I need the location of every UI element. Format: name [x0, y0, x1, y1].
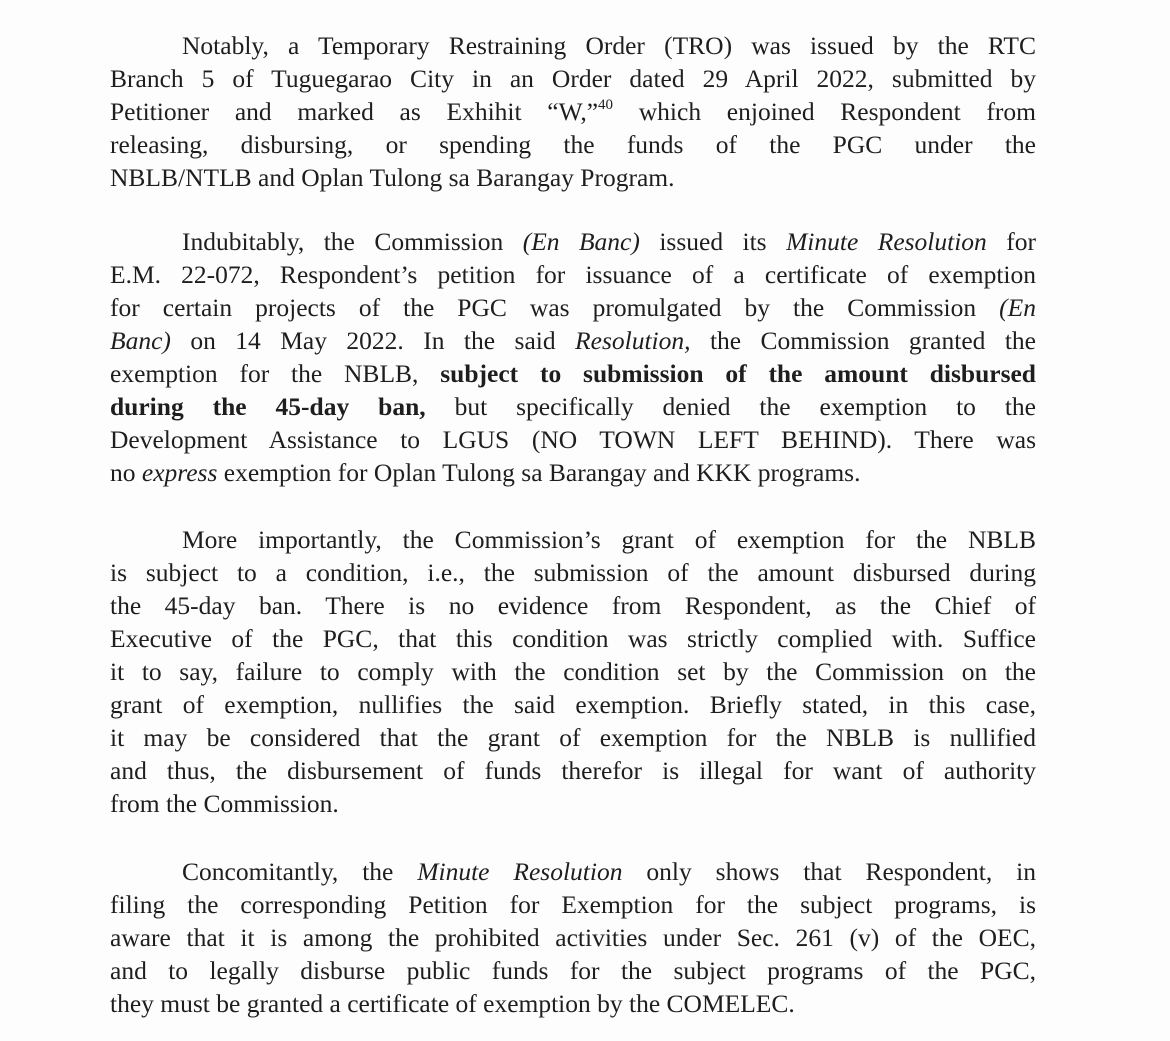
- text-run: issued its: [639, 227, 787, 256]
- paragraph-1: [110, 29, 1036, 194]
- paragraph-line: Executive of the PGC, that this condition was strictly complied with. Suffice: [110, 624, 1036, 653]
- paragraph-line: and to legally disburse public funds for the subject programs of the PGC,: [110, 956, 1036, 985]
- text-run: but specifically denied the exemption to the: [425, 392, 1036, 421]
- paragraph-line: [110, 456, 1036, 489]
- paragraph-3: [110, 523, 1036, 820]
- paragraph-line: [110, 225, 1036, 258]
- paragraph-line: the 45-day ban. There is no evidence from Respondent, as the Chief of: [110, 591, 1036, 620]
- paragraph-line: and thus, the disbursement of funds therefor is illegal for want of authority: [110, 756, 1036, 785]
- italic-run: express: [141, 458, 218, 487]
- text-run: no: [110, 458, 142, 487]
- paragraph-line: [110, 855, 1036, 888]
- paragraph-line: releasing, disbursing, or spending the funds of the PGC under the: [110, 130, 1036, 159]
- text-run: Concomitantly, the: [182, 857, 418, 886]
- italic-run: Minute Resolution: [417, 857, 623, 886]
- text-run: exemption for the NBLB,: [110, 359, 441, 388]
- paragraph-line: aware that it is among the prohibited activities under Sec. 261 (v) of the OEC,: [110, 923, 1036, 952]
- paragraph-line: Notably, a Temporary Restraining Order (TRO) was issued by the RTC: [182, 31, 1036, 60]
- paragraph-line: grant of exemption, nullifies the said exemption. Briefly stated, in this case,: [110, 690, 1036, 719]
- paragraph-line: Branch 5 of Tuguegarao City in an Order dated 29 April 2022, submitted by: [110, 64, 1036, 93]
- paragraph-line: Development Assistance to LGUS (NO TOWN LEFT BEHIND). There was: [110, 425, 1036, 454]
- text-run: exemption for Oplan Tulong sa Barangay and KKK programs.: [217, 458, 861, 487]
- paragraph-line: is subject to a condition, i.e., the submission of the amount disbursed during: [110, 558, 1036, 587]
- text-run: the Commission granted the: [690, 326, 1036, 355]
- exhibit-text-tail: which enjoined Respondent from: [613, 97, 1036, 126]
- paragraph-line: [110, 291, 1036, 324]
- exhibit-text: Petitioner and marked as Exhihit “W,”: [110, 97, 599, 126]
- footnote-marker: 40: [598, 97, 614, 113]
- paragraph-line: [110, 390, 1036, 423]
- text-run: for certain projects of the PGC was promulgated by the Commission: [110, 293, 1000, 322]
- paragraph-line: filing the corresponding Petition for Exemption for the subject programs, is: [110, 890, 1036, 919]
- paragraph-line: E.M. 22-072, Respondent’s petition for issuance of a certificate of exemption: [110, 260, 1036, 289]
- italic-run: Banc): [110, 326, 171, 355]
- paragraph-line: [110, 357, 1036, 390]
- paragraph-line: [110, 95, 1036, 128]
- paragraph-line: More importantly, the Commission’s grant of exemption for the NBLB: [182, 525, 1036, 554]
- bold-run: during the 45-day ban,: [110, 392, 426, 421]
- italic-run: (En Banc): [522, 227, 640, 256]
- paragraph-line: it to say, failure to comply with the condition set by the Commission on the: [110, 657, 1036, 686]
- paragraph-4: [110, 855, 1036, 1020]
- italic-run: Resolution,: [575, 326, 691, 355]
- italic-run: Minute Resolution: [786, 227, 987, 256]
- text-run: on 14 May 2022. In the said: [170, 326, 576, 355]
- text-run: only shows that Respondent, in: [622, 857, 1036, 886]
- paragraph-2: [110, 225, 1036, 489]
- italic-run: (En: [999, 293, 1036, 322]
- paragraph-line: it may be considered that the grant of exemption for the NBLB is nullified: [110, 723, 1036, 752]
- bold-run: subject to submission of the amount disbursed: [440, 359, 1036, 388]
- text-run: Indubitably, the Commission: [182, 227, 523, 256]
- text-run: for: [986, 227, 1036, 256]
- paragraph-line: [110, 324, 1036, 357]
- paragraph-line: NBLB/NTLB and Oplan Tulong sa Barangay Program.: [110, 163, 675, 192]
- paragraph-line: they must be granted a certificate of exemption by the COMELEC.: [110, 989, 795, 1018]
- paragraph-line: from the Commission.: [110, 789, 339, 818]
